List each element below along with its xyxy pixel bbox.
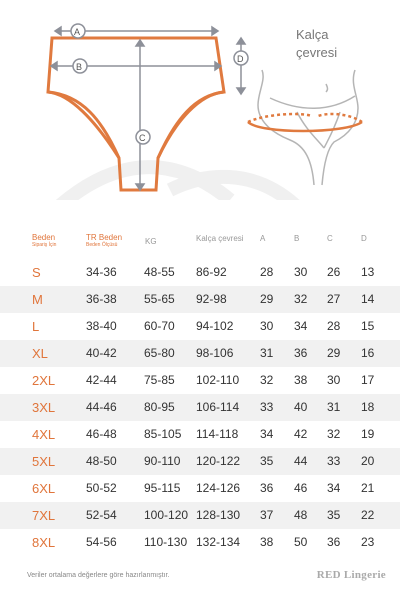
cell-a: 38	[260, 535, 274, 549]
cell-tr: 50-52	[86, 481, 117, 495]
cell-d: 16	[361, 346, 375, 360]
cell-size: XL	[32, 346, 48, 361]
cell-a: 29	[260, 292, 274, 306]
header-beden-sub: Sipariş İçin	[32, 242, 57, 248]
cell-d: 17	[361, 373, 375, 387]
cell-c: 33	[327, 454, 341, 468]
cell-tr: 52-54	[86, 508, 117, 522]
cell-d: 18	[361, 400, 375, 414]
cell-hip: 128-130	[196, 508, 241, 522]
table-row	[0, 286, 400, 313]
header-beden-label: Beden	[32, 233, 56, 242]
cell-tr: 48-50	[86, 454, 117, 468]
cell-hip: 106-114	[196, 400, 240, 414]
cell-tr: 34-36	[86, 265, 117, 279]
cell-d: 21	[361, 481, 375, 495]
cell-kg: 85-105	[144, 427, 182, 441]
brand-logo: RED Lingerie	[316, 569, 386, 581]
table-row	[0, 259, 400, 286]
cell-tr: 36-38	[86, 292, 117, 306]
cell-size: 4XL	[32, 427, 56, 442]
label-b: B	[76, 62, 83, 72]
cell-c: 35	[327, 508, 341, 522]
cell-a: 31	[260, 346, 274, 360]
hip-circumference-line	[248, 114, 362, 131]
cell-b: 30	[294, 265, 308, 279]
cell-c: 26	[327, 265, 341, 279]
cell-tr: 40-42	[86, 346, 117, 360]
cell-b: 38	[294, 373, 308, 387]
cell-b: 34	[294, 319, 308, 333]
size-table	[0, 259, 400, 556]
cell-d: 15	[361, 319, 375, 333]
cell-d: 13	[361, 265, 375, 279]
table-row	[0, 421, 400, 448]
cell-kg: 95-115	[144, 481, 181, 495]
cell-size: 8XL	[32, 535, 56, 550]
hip-label-line1: Kalça	[296, 27, 329, 42]
header-tr-beden	[86, 233, 122, 248]
cell-a: 30	[260, 319, 274, 333]
cell-c: 31	[327, 400, 341, 414]
hip-label-line2: çevresi	[296, 45, 338, 60]
cell-b: 50	[294, 535, 308, 549]
cell-hip: 120-122	[196, 454, 241, 468]
cell-c: 32	[327, 427, 341, 441]
cell-kg: 80-95	[144, 400, 175, 414]
table-row	[0, 502, 400, 529]
panty-measurement-illustration	[0, 0, 400, 200]
table-row	[0, 313, 400, 340]
cell-d: 19	[361, 427, 375, 441]
cell-c: 29	[327, 346, 341, 360]
header-tr-sub: Beden Ölçüsü	[86, 242, 118, 248]
cell-c: 36	[327, 535, 341, 549]
cell-b: 42	[294, 427, 308, 441]
cell-kg: 60-70	[144, 319, 175, 333]
cell-d: 22	[361, 508, 375, 522]
cell-c: 28	[327, 319, 341, 333]
cell-size: 7XL	[32, 508, 56, 523]
cell-b: 44	[294, 454, 308, 468]
cell-c: 34	[327, 481, 341, 495]
cell-size: S	[32, 265, 41, 280]
header-a: A	[260, 234, 266, 243]
label-d: D	[237, 54, 244, 64]
cell-kg: 110-130	[144, 535, 188, 549]
header-c: C	[327, 234, 333, 243]
cell-size: 2XL	[32, 373, 56, 388]
background-watermark	[55, 167, 300, 200]
cell-kg: 55-65	[144, 292, 175, 306]
header-d: D	[361, 234, 367, 243]
cell-d: 14	[361, 292, 375, 306]
cell-size: M	[32, 292, 43, 307]
cell-b: 36	[294, 346, 308, 360]
cell-a: 35	[260, 454, 274, 468]
table-row	[0, 475, 400, 502]
table-row	[0, 394, 400, 421]
cell-kg: 75-85	[144, 373, 175, 387]
cell-size: L	[32, 319, 40, 334]
cell-hip: 92-98	[196, 292, 227, 306]
cell-size: 3XL	[32, 400, 56, 415]
cell-b: 40	[294, 400, 308, 414]
table-row	[0, 340, 400, 367]
cell-a: 33	[260, 400, 274, 414]
table-row	[0, 367, 400, 394]
cell-c: 27	[327, 292, 341, 306]
cell-d: 23	[361, 535, 375, 549]
cell-a: 28	[260, 265, 274, 279]
footer-note: Veriler ortalama değerlere göre hazırlanmıştır.	[27, 572, 170, 579]
cell-b: 46	[294, 481, 308, 495]
table-row	[0, 448, 400, 475]
cell-hip: 86-92	[196, 265, 227, 279]
cell-hip: 132-134	[196, 535, 241, 549]
cell-tr: 44-46	[86, 400, 117, 414]
table-header	[0, 233, 400, 259]
header-hip: Kalça çevresi	[196, 234, 244, 243]
cell-kg: 100-120	[144, 508, 189, 522]
cell-tr: 54-56	[86, 535, 117, 549]
cell-tr: 38-40	[86, 319, 117, 333]
cell-size: 6XL	[32, 481, 56, 496]
header-tr-label: TR Beden	[86, 233, 123, 242]
cell-kg: 90-110	[144, 454, 181, 468]
cell-tr: 42-44	[86, 373, 117, 387]
cell-hip: 94-102	[196, 319, 234, 333]
cell-hip: 124-126	[196, 481, 241, 495]
cell-tr: 46-48	[86, 427, 117, 441]
cell-d: 20	[361, 454, 375, 468]
cell-c: 30	[327, 373, 341, 387]
header-beden	[32, 233, 56, 248]
cell-a: 36	[260, 481, 274, 495]
cell-b: 48	[294, 508, 308, 522]
cell-a: 37	[260, 508, 274, 522]
cell-hip: 102-110	[196, 373, 240, 387]
label-c: C	[139, 133, 146, 143]
header-b: B	[294, 234, 300, 243]
cell-kg: 65-80	[144, 346, 175, 360]
table-row	[0, 529, 400, 556]
cell-size: 5XL	[32, 454, 56, 469]
size-diagram	[0, 0, 400, 200]
cell-a: 32	[260, 373, 274, 387]
cell-kg: 48-55	[144, 265, 175, 279]
cell-b: 32	[294, 292, 308, 306]
cell-hip: 98-106	[196, 346, 234, 360]
cell-a: 34	[260, 427, 274, 441]
header-kg: KG	[145, 237, 157, 246]
cell-hip: 114-118	[196, 427, 239, 441]
label-a: A	[74, 27, 81, 37]
